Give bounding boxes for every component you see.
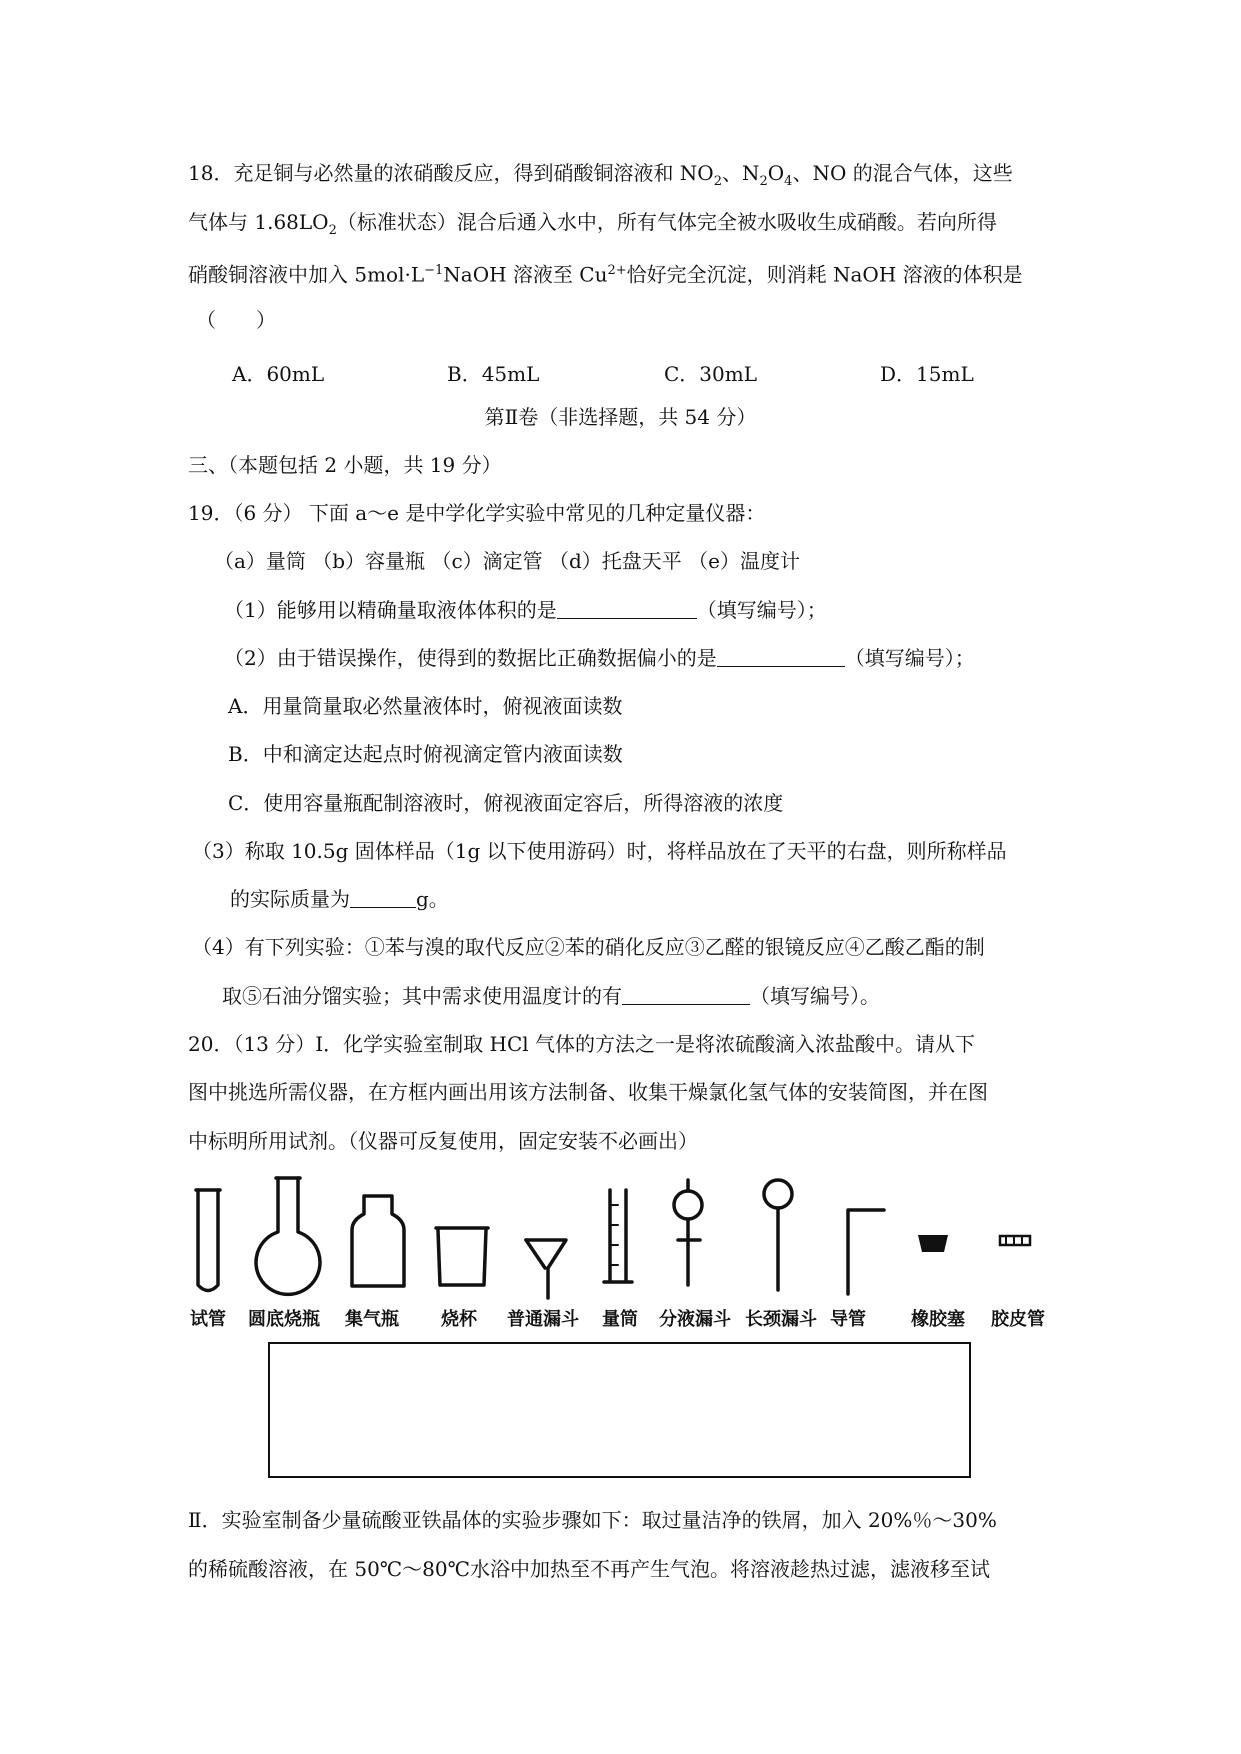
q18-answer-paren: （ ） [196,308,276,332]
answer-blank[interactable] [622,984,750,1005]
q19-option-c: C．使用容量瓶配制溶液时，俯视液面定容后，所得溶液的浓度 [228,791,784,815]
rubber-stopper-icon [918,1235,948,1252]
q19-sub-3-line-2: 的实际质量为 g。 [230,887,449,911]
apparatus-label-separatory-funnel: 分液漏斗 [659,1309,731,1330]
test-tube-icon [198,1190,218,1291]
apparatus-label-hose: 胶皮管 [991,1309,1045,1330]
q18-line-1: 18．充足铜与必然量的浓硝酸反应，得到硝酸铜溶液和 $NO_2$、$N_2O_4$、NO 的混合气体，这些 [188,161,1013,189]
apparatus-label-funnel: 普通漏斗 [507,1309,579,1330]
q19-sub-1: （1）能够用以精确量取液体体积的是 （填写编号）； [224,598,827,622]
q18-line-3: 硝酸铜溶液中加入 $5mol\cdot L^{-1}NaOH$ 溶液至 $Cu^{2+}$恰好完全沉淀，则消耗 NaOH 溶液的体积是 [188,262,1023,287]
round-bottom-flask-icon [256,1178,320,1294]
q19-option-a: A．用量筒量取必然量液体时，俯视液面读数 [228,694,623,718]
q19-stem: 19．（6 分） 下面 a～e 是中学化学实验中常见的几种定量仪器： [188,501,766,525]
apparatus-label-conduit: 导管 [830,1309,866,1330]
q20-part-2-line-2: 的稀硫酸溶液，在 50℃～80℃水浴中加热至不再产生气泡。将溶液趁热过滤，滤液移至试 [188,1557,991,1581]
section-2-title: 第Ⅱ卷（非选择题，共 54 分） [484,405,757,429]
answer-blank[interactable] [557,598,697,619]
drawing-answer-box[interactable] [268,1342,971,1478]
q19-sub-2: （2）由于错误操作，使得到的数据比正确数据偏小的是 （填写编号）； [224,646,975,670]
apparatus-label-round-flask: 圆底烧瓶 [248,1309,320,1330]
q19-sub-4-line-1: （4）有下列实验：①苯与溴的取代反应②苯的硝化反应③乙醛的银镜反应④乙酸乙酯的制 [192,935,985,959]
apparatus-label-stopper: 橡胶塞 [911,1309,965,1330]
q19-items: （a）量筒 （b）容量瓶 （c）滴定管 （d）托盘天平 （e）温度计 [214,549,800,573]
q18-option-d: D．15mL [880,362,974,386]
apparatus-label-gas-bottle: 集气瓶 [345,1309,399,1330]
q20-line-3: 中标明所用试剂。（仪器可反复使用，固定安装不必画出） [188,1129,698,1153]
apparatus-label-test-tube: 试管 [190,1309,226,1330]
separatory-funnel-icon [674,1191,702,1219]
long-neck-funnel-icon [764,1180,792,1208]
q19-sub-3-line-1: （3）称取 10.5g 固体样品（1g 以下使用游码）时，将样品放在了天平的右盘，则所称样品 [192,839,1007,863]
gas-bottle-icon [352,1196,404,1286]
graduated-cylinder-icon [604,1190,632,1282]
answer-blank[interactable] [350,887,416,908]
apparatus-label-cylinder: 量筒 [602,1309,638,1330]
q19-option-b: B．中和滴定达起点时俯视滴定管内液面读数 [228,742,623,766]
q20-line-2: 图中挑选所需仪器，在方框内画出用该方法制备、收集干燥氯化氢气体的安装简图，并在图 [188,1080,988,1104]
q20-line-1: 20．（13 分）Ⅰ．化学实验室制取 HCl 气体的方法之一是将浓硫酸滴入浓盐酸中。请从下 [188,1032,976,1056]
apparatus-label-long-neck-funnel: 长颈漏斗 [745,1309,817,1330]
part-3-heading: 三、（本题包括 2 小题，共 19 分） [188,453,502,477]
beaker-icon [438,1230,486,1285]
q18-option-b: B．45mL [447,362,540,386]
q20-part-2-line-1: Ⅱ．实验室制备少量硫酸亚铁晶体的实验步骤如下：取过量洁净的铁屑，加入 20%％～30% [188,1508,997,1532]
conduit-tube-icon [848,1210,884,1294]
q19-sub-4-line-2: 取⑤石油分馏实验；其中需求使用温度计的有 （填写编号）。 [222,984,880,1008]
apparatus-label-beaker: 烧杯 [441,1309,477,1330]
apparatus-figure [0,1170,1241,1300]
q18-option-c: C．30mL [664,362,757,386]
answer-blank[interactable] [717,646,845,667]
q18-option-a: A．60mL [232,362,325,386]
q18-line-2: 气体与 $1.68LO_2$（标准状态）混合后通入水中，所有气体完全被水吸收生成硝酸。若向所得 [188,210,997,238]
